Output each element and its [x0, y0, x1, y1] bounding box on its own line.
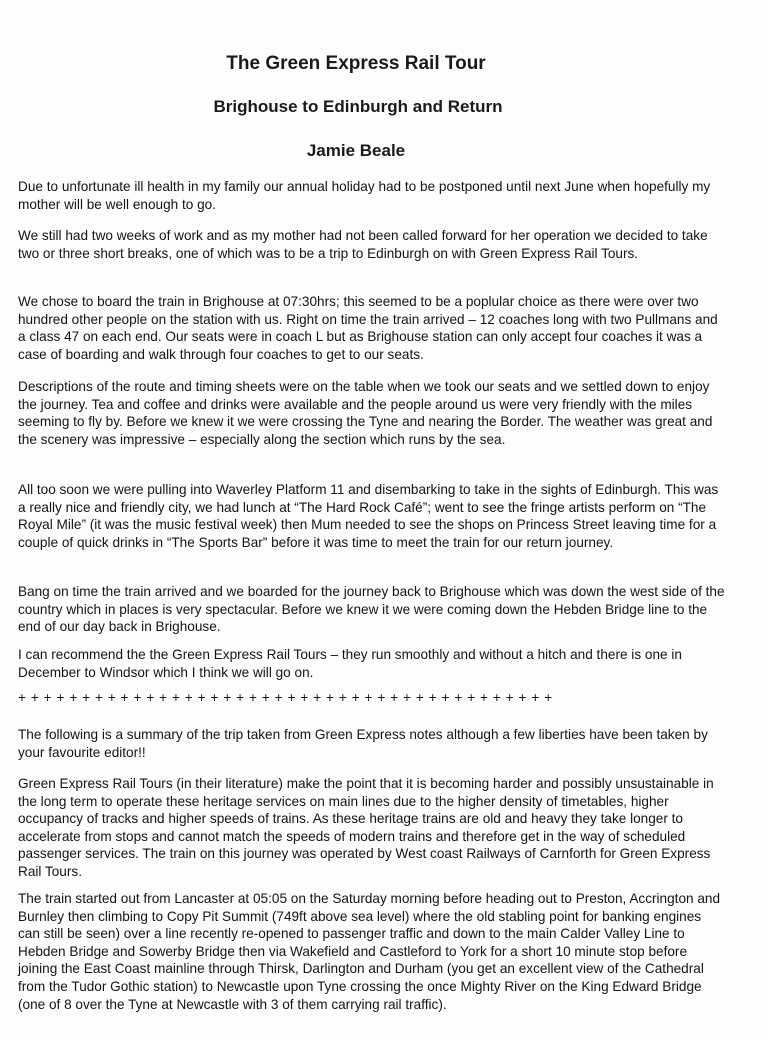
paragraph: Descriptions of the route and timing sheets were on the table when we took our seats and we settled down to enjoy the journey. Tea and coffee and drinks were available and the people around us were very friendly with the miles seeming to fly by. Before we knew it we were crossing the Tyne and nearing the Border. The weather was great and the scenery was impressive – especially along the section which runs by the sea. — [18, 379, 713, 447]
summary-paragraph: The following is a summary of the trip taken from Green Express notes although a few liberties have been taken by your favourite editor!! — [18, 727, 708, 760]
paragraph: Due to unfortunate ill health in my family our annual holiday had to be postponed until next June when hopefully my mother will be well enough to go. — [18, 179, 711, 212]
paragraph: We chose to board the train in Brighouse at 07:30hrs; this seemed to be a poplular choice as there were over two hundred other people on the station with us. Right on time the train arrived – 12 coaches long with two Pullmans and a class 47 on each end. Our seats were in coach L but as Brighouse station can only accept four coaches it was a case of boarding and walk through four coaches to get to our seats. — [18, 294, 718, 362]
paragraph: Bang on time the train arrived and we boarded for the journey back to Brighouse which was down the west side of the country which in places is very spectacular. Before we knew it we were coming down the Hebden Bridge line to the end of our day back in Brighouse. — [18, 584, 725, 635]
paragraph: All too soon we were pulling into Waverley Platform 11 and disembarking to take in the sights of Edinburgh. This was a really nice and friendly city, we had lunch at “The Hard Rock Café”; went to see the fringe artists perform on “The Royal Mile” (it was the music festival week) then Mum needed to see the shops on Princess Street leaving time for a couple of quick drinks in “The Sports Bar” before it was time to meet the train for our return journey. — [18, 482, 719, 550]
page-subtitle: Brighouse to Edinburgh and Return — [213, 97, 503, 116]
summary-paragraph: Green Express Rail Tours (in their literature) make the point that it is becoming harder and possibly unsustainable in the long term to operate these heritage services on main lines due to the higher density of timetables, higher occupancy of tracks and higher speeds of trains. As these heritage trains are old and heavy they take longer to accelerate from stops and cannot match the speeds of modern trains and therefore get in the way of scheduled passenger services. The train on this journey was operated by West coast Railways of Carnforth for Green Express Rail Tours. — [18, 776, 714, 879]
summary-paragraph: The train started out from Lancaster at 05:05 on the Saturday morning before heading out to Preston, Accrington and Burnley then climbing to Copy Pit Summit (749ft above sea level) where the old stabling point for banking engines can still be seen) over a line recently re-opened to passenger traffic and down to the main Calder Valley Line to Hebden Bridge and Sowerby Bridge then via Wakefield and Castleford to York for a short 10 minute stop before joining the East Coast mainline through Thirsk, Darlington and Durham (you get an excellent view of the Cathedral from the Tudor Gothic station) to Newcastle upon Tyne crossing the once Mighty River on the King Edward Bridge (one of 8 over the Tyne at Newcastle with 3 of them carrying rail traffic). — [18, 891, 721, 1012]
separator-line: + + + + + + + + + + + + + + + + + + + + + + + + + + + + + + + + + + + + + + + + + + — [18, 690, 553, 705]
paragraph: I can recommend the the Green Express Rail Tours – they run smoothly and without a hitch and there is one in December to Windsor which I think we will go on. — [18, 647, 682, 680]
author-name: Jamie Beale — [306, 141, 406, 160]
paragraph: We still had two weeks of work and as my mother had not been called forward for her operation we decided to take two or three short breaks, one of which was to be a trip to Edinburgh on with Green Express Rail Tours. — [18, 228, 708, 261]
page-title: The Green Express Rail Tour — [226, 53, 486, 74]
